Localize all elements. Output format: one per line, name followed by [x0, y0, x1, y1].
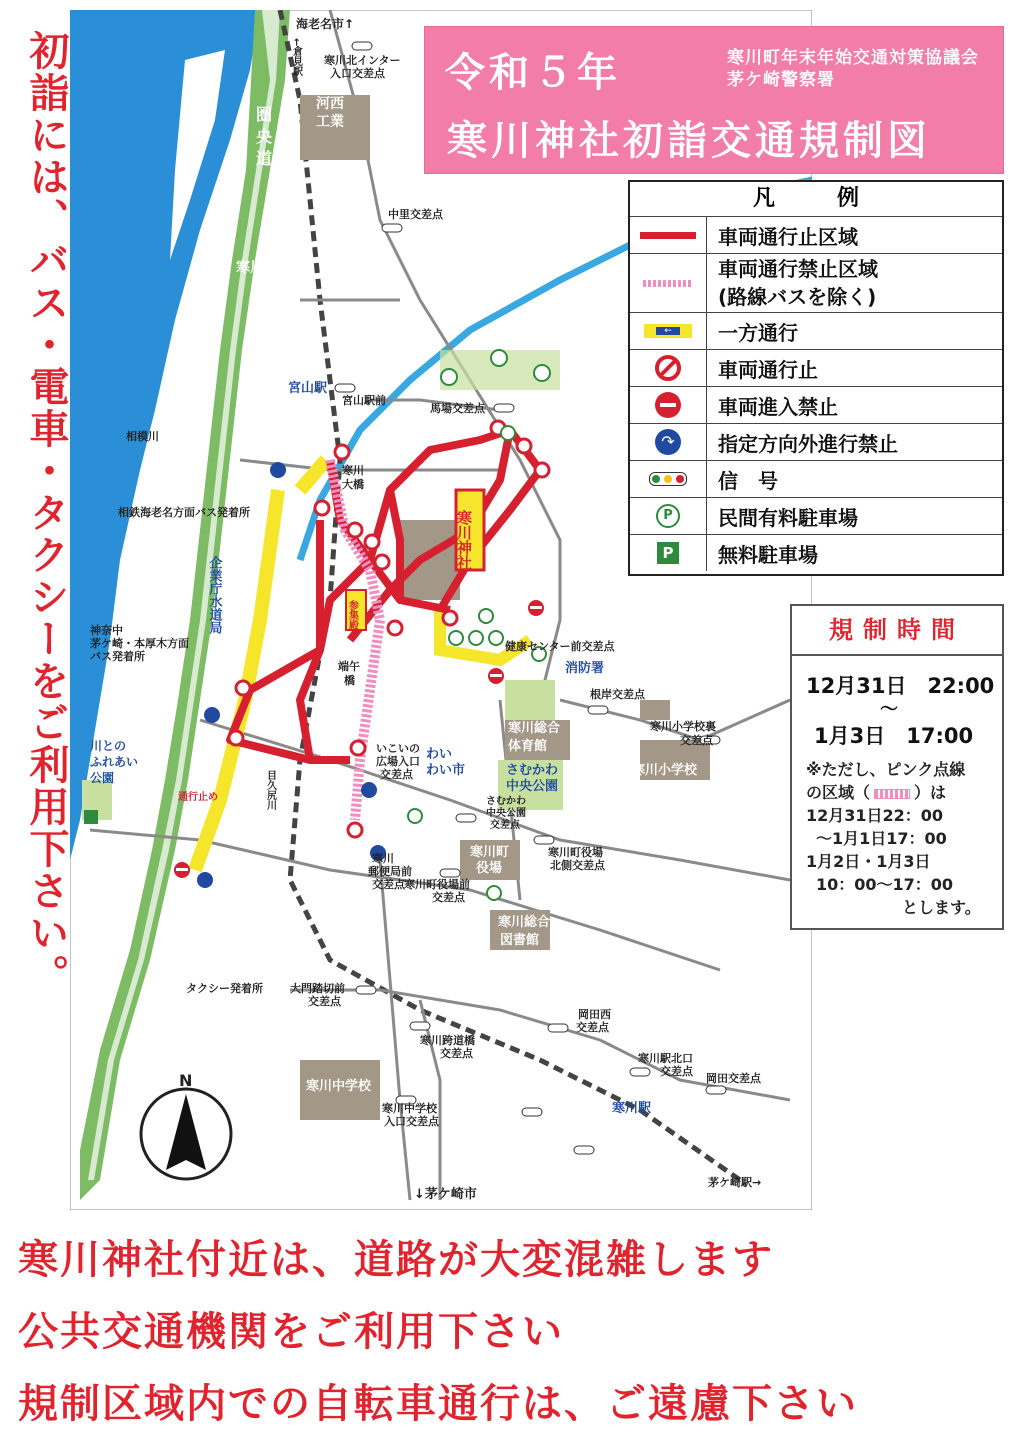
svg-text:公園: 公園 — [90, 771, 115, 785]
legend-row-closed: 車両通行止区域 — [630, 217, 1002, 254]
svg-text:交差点: 交差点 — [308, 995, 341, 1008]
svg-text:通行止め: 通行止め — [178, 792, 218, 803]
svg-text:寒川北インター: 寒川北インター — [324, 54, 401, 67]
title-organizers: 寒川町年末年始交通対策協議会 茅ケ崎警察署 — [727, 48, 979, 90]
legend-row-novehicle: 車両通行止 — [630, 350, 1002, 387]
svg-text:寒川町役場前: 寒川町役場前 — [404, 878, 470, 891]
svg-text:北側交差点: 北側交差点 — [550, 859, 605, 872]
legend-row-pink: 車両通行禁止区域 (路線バスを除く) — [630, 254, 1002, 313]
svg-text:わい: わい — [426, 747, 453, 762]
svg-text:茅ケ崎駅→: 茅ケ崎駅→ — [708, 1176, 762, 1189]
svg-text:川との: 川との — [90, 739, 127, 753]
svg-text:寒川小学校裏: 寒川小学校裏 — [650, 720, 716, 733]
svg-text:入口交差点: 入口交差点 — [330, 67, 385, 80]
direction-restriction-sign-icon: ↷ — [655, 429, 681, 455]
regulation-time-box: 規制時間 12月31日 22:00 ～ 1月3日 17:00 ※ただし、ピンク点線 の区域（ ）は 12月31日22：00 ～1月1日17：00 1月2日・1月3日 10：00～17：00 とします。 — [790, 604, 1004, 930]
svg-text:体育館: 体育館 — [508, 739, 548, 754]
svg-text:健康センター前交差点: 健康センター前交差点 — [505, 640, 615, 653]
svg-text:さむかわ: さむかわ — [506, 763, 559, 778]
notice-line-2: 公共交通機関をご利用下さい — [18, 1309, 564, 1355]
notice-line-1: 寒川神社付近は、道路が大変混雑します — [18, 1237, 774, 1283]
svg-text:大橋: 大橋 — [342, 478, 364, 491]
svg-text:交差点: 交差点 — [440, 1047, 473, 1060]
legend-row-free-parking: P 無料駐車場 — [630, 535, 1002, 571]
free-parking-icon: P — [657, 542, 679, 564]
svg-text:さむかわ: さむかわ — [486, 796, 526, 807]
svg-text:寒川総合: 寒川総合 — [508, 721, 561, 736]
side-notice: 初詣には、バス・電車・タクシーをご利用下さい。 — [23, 30, 69, 996]
paid-parking-icon: P — [656, 504, 680, 528]
svg-text:目久尻川: 目久尻川 — [264, 770, 276, 810]
svg-text:寒川小学校: 寒川小学校 — [632, 763, 698, 778]
svg-text:交差点: 交差点 — [490, 820, 520, 831]
svg-text:寒川跨道橋: 寒川跨道橋 — [420, 1034, 475, 1047]
svg-text:タクシー発着所: タクシー発着所 — [186, 982, 263, 995]
svg-text:寒川: 寒川 — [372, 852, 394, 865]
svg-text:寒川中学校: 寒川中学校 — [382, 1102, 437, 1115]
svg-text:寒川駅: 寒川駅 — [612, 1101, 652, 1116]
svg-text:寒川町役場: 寒川町役場 — [548, 846, 603, 859]
pink-dotted-line-icon — [643, 280, 693, 287]
svg-text:圏: 圏 — [256, 105, 273, 124]
svg-text:交差点: 交差点 — [380, 768, 413, 781]
svg-text:交差点: 交差点 — [680, 734, 713, 747]
gym-park — [505, 680, 555, 720]
svg-text:↓茅ケ崎市: ↓茅ケ崎市 — [414, 1187, 477, 1202]
svg-text:参集殿: 参集殿 — [346, 600, 358, 630]
svg-text:中央公園: 中央公園 — [506, 779, 559, 794]
red-line-icon — [640, 232, 696, 239]
svg-text:根岸交差点: 根岸交差点 — [590, 688, 645, 701]
no-vehicles-sign-icon — [655, 355, 681, 381]
page-title: 寒川神社初詣交通規制図 — [447, 118, 931, 164]
pink-zone-icon — [874, 789, 910, 799]
svg-text:←倉見駅: ←倉見駅 — [290, 38, 302, 77]
svg-text:茅ケ崎・本厚木方面: 茅ケ崎・本厚木方面 — [90, 637, 189, 650]
svg-text:寒川町: 寒川町 — [470, 845, 510, 860]
svg-text:入口交差点: 入口交差点 — [384, 1115, 439, 1128]
regulation-end: 1月3日 17:00 — [814, 724, 974, 748]
regulation-time-header: 規制時間 — [792, 606, 1002, 656]
svg-text:中里交差点: 中里交差点 — [388, 208, 443, 221]
svg-text:バス発着所: バス発着所 — [90, 650, 145, 663]
svg-text:岡田交差点: 岡田交差点 — [706, 1072, 761, 1085]
svg-text:寒川: 寒川 — [378, 811, 405, 826]
legend-row-oneway: ← 一方通行 — [630, 313, 1002, 350]
svg-text:交差点: 交差点 — [372, 878, 405, 891]
svg-text:役場: 役場 — [476, 861, 503, 876]
legend-row-noentry: 車両進入禁止 — [630, 387, 1002, 424]
title-box — [424, 26, 1004, 174]
svg-text:N: N — [179, 1071, 193, 1090]
svg-text:工業: 工業 — [316, 114, 344, 130]
svg-text:河西: 河西 — [316, 96, 344, 112]
svg-text:寒川駅北口: 寒川駅北口 — [638, 1052, 693, 1065]
svg-text:中央公園: 中央公園 — [486, 808, 526, 819]
svg-text:相模川: 相模川 — [126, 430, 159, 443]
free-parking-signs — [84, 810, 98, 824]
legend-row-paid-parking: P 民間有料駐車場 — [630, 498, 1002, 535]
svg-text:端午: 端午 — [338, 660, 360, 673]
label-ebina: 海老名市↑ — [296, 17, 355, 31]
svg-text:広場入口: 広場入口 — [376, 755, 420, 768]
svg-text:寒川: 寒川 — [342, 464, 364, 477]
svg-text:寒川中学校: 寒川中学校 — [306, 1079, 372, 1094]
regulation-start: 12月31日 22:00 — [806, 674, 995, 698]
svg-text:神奈中: 神奈中 — [90, 624, 123, 637]
traffic-signal-icon — [649, 472, 687, 486]
svg-text:ふれあい: ふれあい — [90, 755, 139, 769]
svg-text:央: 央 — [256, 127, 273, 146]
svg-text:橋: 橋 — [344, 674, 355, 687]
legend — [628, 180, 1004, 576]
svg-text:寒川北: 寒川北 — [236, 260, 278, 276]
svg-text:わい市: わい市 — [426, 763, 466, 778]
legend-row-direction: ↷ 指定方向外進行禁止 — [630, 424, 1002, 461]
svg-text:企業庁水道局: 企業庁水道局 — [206, 556, 222, 634]
legend-header: 凡 例 — [630, 182, 1002, 217]
svg-text:岡田西: 岡田西 — [578, 1008, 611, 1021]
svg-text:消防署: 消防署 — [565, 661, 605, 676]
no-entry-sign-icon — [655, 392, 681, 418]
svg-text:交差点: 交差点 — [576, 1021, 609, 1034]
svg-text:宮山駅前: 宮山駅前 — [342, 394, 386, 407]
svg-text:交差点: 交差点 — [660, 1065, 693, 1078]
svg-text:道: 道 — [256, 149, 273, 168]
title-year: 令和５年 — [445, 50, 621, 96]
svg-text:郵便局前: 郵便局前 — [368, 865, 412, 878]
svg-text:図書館: 図書館 — [500, 933, 540, 948]
svg-text:大門踏切前: 大門踏切前 — [290, 982, 345, 995]
svg-text:寒川総合: 寒川総合 — [498, 915, 551, 930]
notice-line-3: 規制区域内での自転車通行は、ご遠慮下さい — [18, 1381, 858, 1427]
svg-text:いこいの: いこいの — [376, 742, 420, 755]
one-way-arrow-icon: ← — [644, 324, 692, 338]
svg-text:寒川神社: 寒川神社 — [455, 510, 473, 570]
svg-text:交差点: 交差点 — [432, 891, 465, 904]
svg-text:馬場交差点: 馬場交差点 — [430, 402, 485, 415]
svg-text:病院: 病院 — [378, 827, 405, 842]
legend-row-signal: 信 号 — [630, 461, 1002, 498]
svg-text:相鉄海老名方面バス発着所: 相鉄海老名方面バス発着所 — [118, 506, 250, 519]
svg-text:宮山駅: 宮山駅 — [288, 381, 328, 396]
